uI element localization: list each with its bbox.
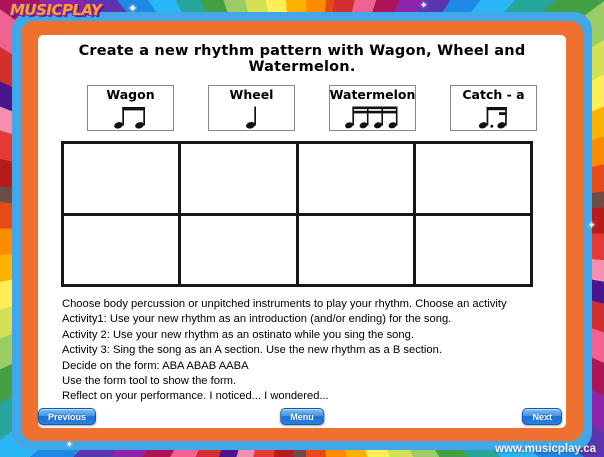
- word-card-wheel[interactable]: [208, 85, 295, 131]
- rhythm-grid-cell[interactable]: [181, 216, 295, 285]
- rhythm-grid-cell[interactable]: [416, 216, 530, 285]
- rhythm-grid-cell[interactable]: [299, 216, 413, 285]
- beamed-sixteenth-notes-icon: [343, 104, 403, 130]
- word-card-label: Catch - a: [462, 87, 525, 102]
- activity-instructions: [62, 297, 546, 405]
- sparkle-icon: [128, 2, 137, 15]
- musicplay-logo: MUSICPLAY: [10, 1, 102, 19]
- rhythm-grid-cell[interactable]: [416, 144, 530, 213]
- word-card-label: Watermelon: [329, 87, 416, 102]
- beamed-eighth-notes-icon: [111, 104, 151, 130]
- previous-button[interactable]: Previous: [38, 408, 96, 425]
- sparkle-icon: [588, 220, 596, 231]
- word-card-watermelon[interactable]: [329, 85, 416, 131]
- blue-frame: [12, 12, 592, 450]
- word-card-label: Wheel: [229, 87, 274, 102]
- sparkle-icon: [420, 0, 428, 11]
- instruction-line: Activity 3: Sing the song as an A section. Use the new rhythm as a B section.: [62, 344, 442, 357]
- next-button[interactable]: Next: [522, 408, 562, 425]
- word-card-wagon[interactable]: [87, 85, 174, 131]
- word-card-label: Wagon: [106, 87, 155, 102]
- rhythm-word-cards: [87, 85, 537, 131]
- rhythm-grid-cell[interactable]: [64, 216, 178, 285]
- menu-button[interactable]: Menu: [280, 408, 324, 425]
- instruction-line: Reflect on your performance. I noticed... I wondered...: [62, 390, 329, 403]
- orange-frame: [21, 21, 583, 441]
- instruction-line: Activity 2: Use your new rhythm as an ostinato while you sing the song.: [62, 328, 414, 341]
- slide-content: [38, 35, 566, 428]
- instruction-line: Activity1: Use your new rhythm as an introduction (and/or ending) for the song.: [62, 313, 452, 326]
- sparkle-icon: [66, 440, 73, 449]
- quarter-note-icon: [245, 104, 259, 130]
- rhythm-grid-cell[interactable]: [181, 144, 295, 213]
- word-card-catch-a[interactable]: [450, 85, 537, 131]
- instruction-line: Use the form tool to show the form.: [62, 375, 237, 388]
- dotted-eighth-sixteenth-notes-icon: [477, 104, 511, 130]
- page-title: Create a new rhythm pattern with Wagon, Wheel and Watermelon.: [78, 43, 526, 75]
- instruction-line: Choose body percussion or unpitched instruments to play your rhythm. Choose an activity: [62, 298, 507, 310]
- rhythm-grid-cell[interactable]: [299, 144, 413, 213]
- rhythm-grid-cell[interactable]: [64, 144, 178, 213]
- website-url: www.musicplay.ca: [495, 443, 596, 455]
- instruction-line: Decide on the form: ABA ABAB AABA: [62, 359, 249, 372]
- rhythm-pattern-grid: [61, 141, 533, 287]
